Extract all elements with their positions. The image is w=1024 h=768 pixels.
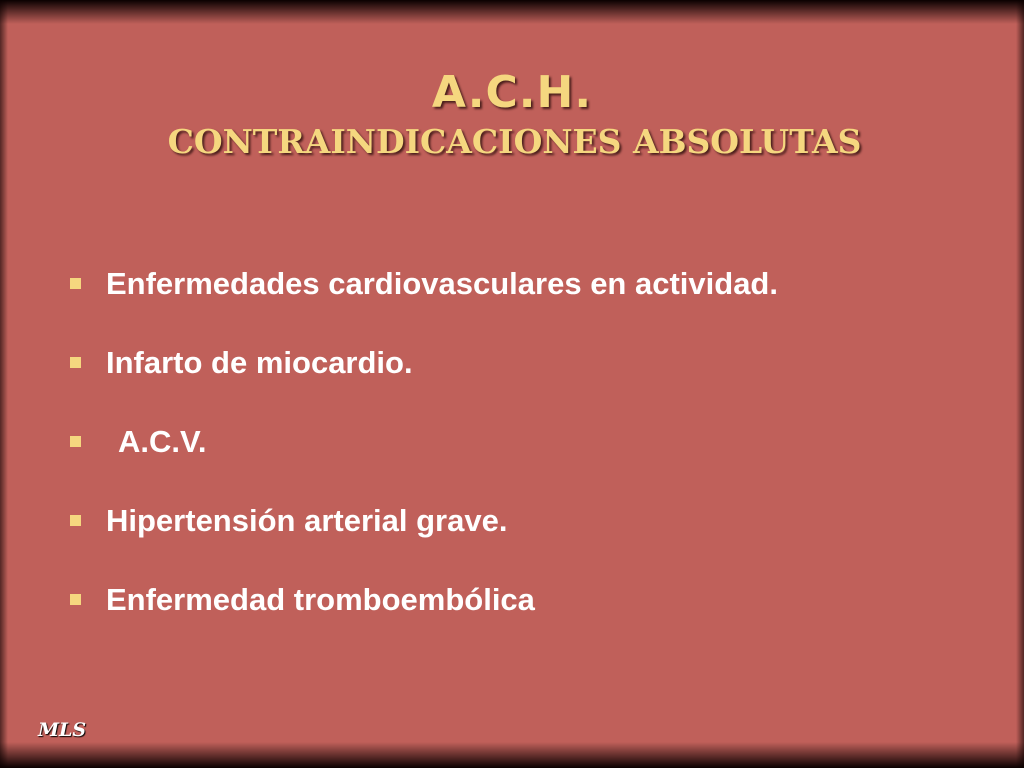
slide-title: A.C.H. [431, 67, 593, 118]
slide-subtitle: CONTRAINDICACIONES ABSOLUTAS [167, 122, 862, 161]
bullet-text: Hipertensión arterial grave. [106, 503, 508, 538]
bottom-edge-shadow [0, 742, 1024, 768]
bullet-list [70, 258, 1010, 653]
square-bullet-icon [70, 436, 81, 447]
bullet-item [70, 574, 1010, 653]
bullet-item [70, 416, 1010, 495]
footer-signature: MLS [38, 719, 87, 741]
square-bullet-icon [70, 594, 81, 605]
square-bullet-icon [70, 515, 81, 526]
slide-title-block [0, 66, 1024, 164]
bullet-text: Enfermedades cardiovasculares en actividad. [106, 266, 778, 301]
bullet-text: Enfermedad tromboembólica [106, 582, 535, 617]
square-bullet-icon [70, 278, 81, 289]
bullet-item [70, 337, 1010, 416]
square-bullet-icon [70, 357, 81, 368]
bullet-item [70, 258, 1010, 337]
top-edge-shadow [0, 0, 1024, 24]
bullet-text: A.C.V. [118, 424, 207, 459]
bullet-text: Infarto de miocardio. [106, 345, 413, 380]
bullet-item [70, 495, 1010, 574]
